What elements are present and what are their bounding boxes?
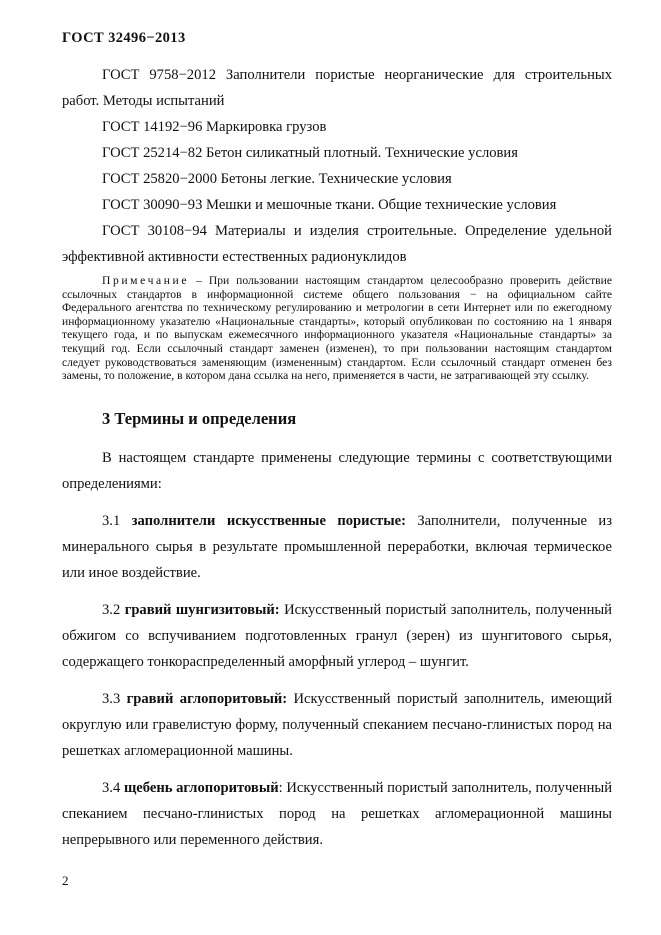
term-name: гравий шунгизитовый: xyxy=(124,601,280,618)
reference-item: ГОСТ 30090−93 Мешки и мешочные ткани. Общие технические условия xyxy=(102,197,557,213)
reference-item: ГОСТ 14192−96 Маркировка грузов xyxy=(102,119,327,135)
term-definition-3-3 xyxy=(62,686,612,764)
section-heading: 3 Термины и определения xyxy=(102,408,297,428)
term-name: заполнители искусственные пористые: xyxy=(131,512,406,529)
term-definition-3-4 xyxy=(62,775,612,853)
section-intro: В настоящем стандарте применены следующие термины с соответствующими определениями: xyxy=(62,449,612,492)
term-text: Искусственный пористый заполнитель, полученный обжигом со вспучиванием подготовленных гранул (зерен) из шунгитового сырья, содержащего тонкораспределенный аморфный углерод – шунгит. xyxy=(62,601,612,670)
term-text: : Искусственный пористый заполнитель, полученный спеканием песчано-глинистых пород на решетках агломерационной машины непрерывного или переменного действия. xyxy=(62,779,613,848)
term-text: Заполнители, полученные из минерального сырья в результате промышленной переработки, включая термическое или иное воздействие. xyxy=(62,512,613,581)
term-definition-3-1 xyxy=(62,508,612,586)
term-number: 3.4 xyxy=(102,779,124,796)
reference-item: ГОСТ 30108−94 Материалы и изделия строительные. Определение удельной эффективной активности естественных радионуклидов xyxy=(62,223,612,265)
document-header: ГОСТ 32496−2013 xyxy=(62,30,186,46)
note-label: Примечание xyxy=(102,274,190,287)
reference-item: ГОСТ 25214−82 Бетон силикатный плотный. Технические условия xyxy=(102,145,518,161)
term-definition-3-2 xyxy=(62,597,612,675)
term-number: 3.2 xyxy=(102,601,125,618)
note-paragraph xyxy=(62,274,612,383)
term-number: 3.3 xyxy=(102,690,127,707)
term-number: 3.1 xyxy=(102,512,132,529)
document-body xyxy=(62,62,612,853)
reference-item: ГОСТ 9758−2012 Заполнители пористые неорганические для строительных работ. Методы испытаний xyxy=(62,67,612,109)
term-name: гравий аглопоритовый: xyxy=(126,690,288,707)
page-number: 2 xyxy=(62,873,69,888)
reference-item: ГОСТ 25820−2000 Бетоны легкие. Технические условия xyxy=(102,171,452,187)
note-text: – При пользовании настоящим стандартом целесообразно проверить действие ссылочных стандартов в информационной системе общего пользования − на официальном сайте Федерального агентства по техническому регулированию и метрологии в сети Интернет или по ежегодному информационному указателю «Национальные стандарты», который опубликован по состоянию на 1 января текущего года, и по выпускам ежемесячного информационного указателя «Национальные стандарты» за текущий год. Если ссылочный стандарт заменен (изменен), то при пользовании настоящим стандартом следует руководствоваться заменяющим (измененным) стандартом. Если ссылочный стандарт отменен без замены, то положение, в котором дана ссылка на него, применяется в части, не затрагивающей эту ссылку. xyxy=(62,274,612,383)
term-text: Искусственный пористый заполнитель, имеющий округлую или гравелистую форму, полученный спеканием песчано-глинистых пород на решетках агломерационной машины. xyxy=(62,690,612,759)
term-name: щебень аглопоритовый xyxy=(123,779,279,796)
